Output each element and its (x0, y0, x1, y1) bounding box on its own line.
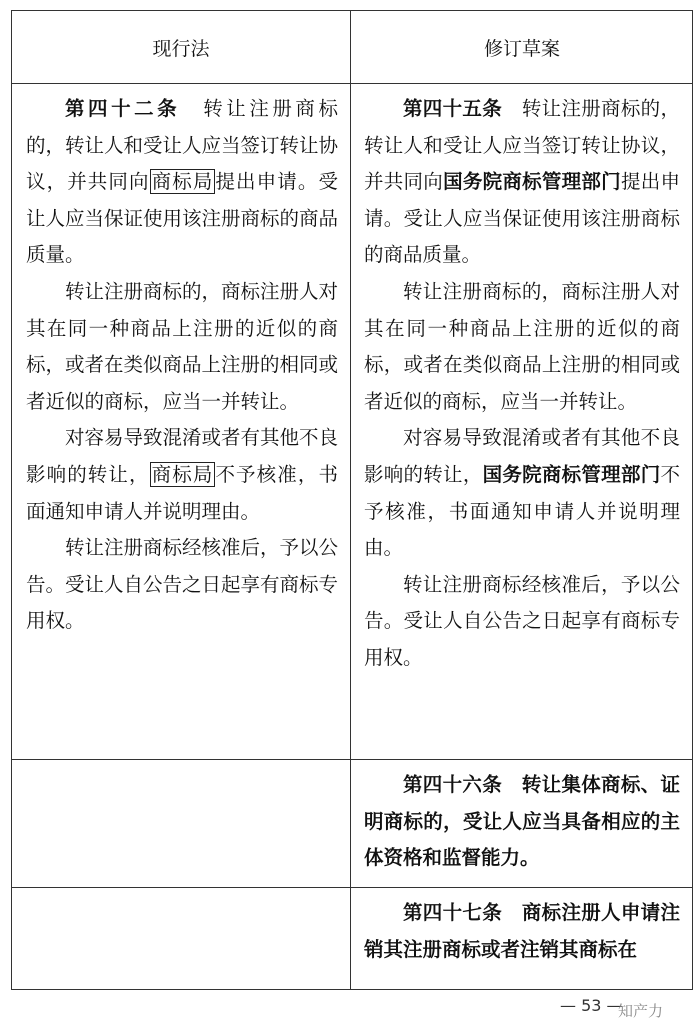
paragraph: 转让注册商标的，商标注册人对其在同一种商品上注册的近似的商标，或者在类似商品上注册的相同或者近似的商标，应当一并转让。 (364, 279, 680, 413)
paragraph (26, 91, 338, 274)
text: 提出申请。受让人应当保证使用该注册商标的商品质量。 (26, 170, 339, 267)
row-divider-2 (12, 887, 692, 888)
paragraph (364, 420, 680, 566)
paragraph: 转让注册商标经核准后，予以公告。受让人自公告之日起享有商标专用权。 (364, 572, 680, 669)
text: 转让集体商标、证明商标的，受让人应当具备相应的主体资格和监督能力。 (364, 773, 680, 870)
paragraph: 转让注册商标的，商标注册人对其在同一种商品上注册的近似的商标，或者在类似商品上注册的相同或者近似的商标，应当一并转让。 (26, 279, 339, 413)
amended-term: 国务院商标管理部门 (482, 462, 661, 486)
comparison-table (11, 10, 693, 990)
page-number: — 53 — (560, 996, 623, 1015)
article-number: 第四十五条 (403, 97, 503, 120)
text: 商标注册人申请注销其注册商标或者注销其商标在 (364, 901, 680, 961)
header-divider (12, 83, 692, 84)
amended-term: 国务院商标管理部门 (443, 170, 621, 194)
article-number: 第四十六条 (403, 773, 503, 796)
header-draft: 修订草案 (483, 37, 560, 60)
paragraph (364, 767, 680, 877)
text: 对容易导致混淆或者有其他不良影响的转让， (26, 426, 339, 486)
draft-article-47 (364, 895, 680, 968)
text: 转让注册商标的，转让人和受让人应当签订转让协议，并共同向 (364, 97, 680, 194)
text: 对容易导致混淆或者有其他不良影响的转让， (364, 426, 680, 486)
article-number: 第四十七条 (403, 901, 503, 924)
text: 提出申请。受让人应当保证使用该注册商标的商品质量。 (364, 170, 680, 267)
text: 转让注册商标的，转让人和受让人应当签订转让协议，并共同向 (26, 97, 339, 194)
paragraph: 转让注册商标经核准后，予以公告。受让人自公告之日起享有商标专用权。 (26, 536, 339, 633)
boxed-term: 商标局 (151, 170, 214, 194)
current-law-article-42 (26, 91, 338, 640)
paragraph (26, 420, 338, 530)
row-divider-1 (12, 759, 692, 760)
watermark: 知产力 (618, 1002, 664, 1020)
paragraph (364, 91, 680, 274)
header-current-law: 现行法 (152, 37, 210, 60)
boxed-term: 商标局 (151, 462, 214, 486)
text: 不予核准，书面通知申请人并说明理由。 (26, 462, 338, 523)
draft-article-46 (364, 767, 680, 877)
text: 不予核准，书面通知申请人并说明理由。 (364, 462, 680, 560)
column-divider (350, 11, 351, 989)
draft-article-45 (364, 91, 680, 677)
paragraph (364, 895, 680, 968)
article-number: 第四十二条 (65, 97, 181, 120)
